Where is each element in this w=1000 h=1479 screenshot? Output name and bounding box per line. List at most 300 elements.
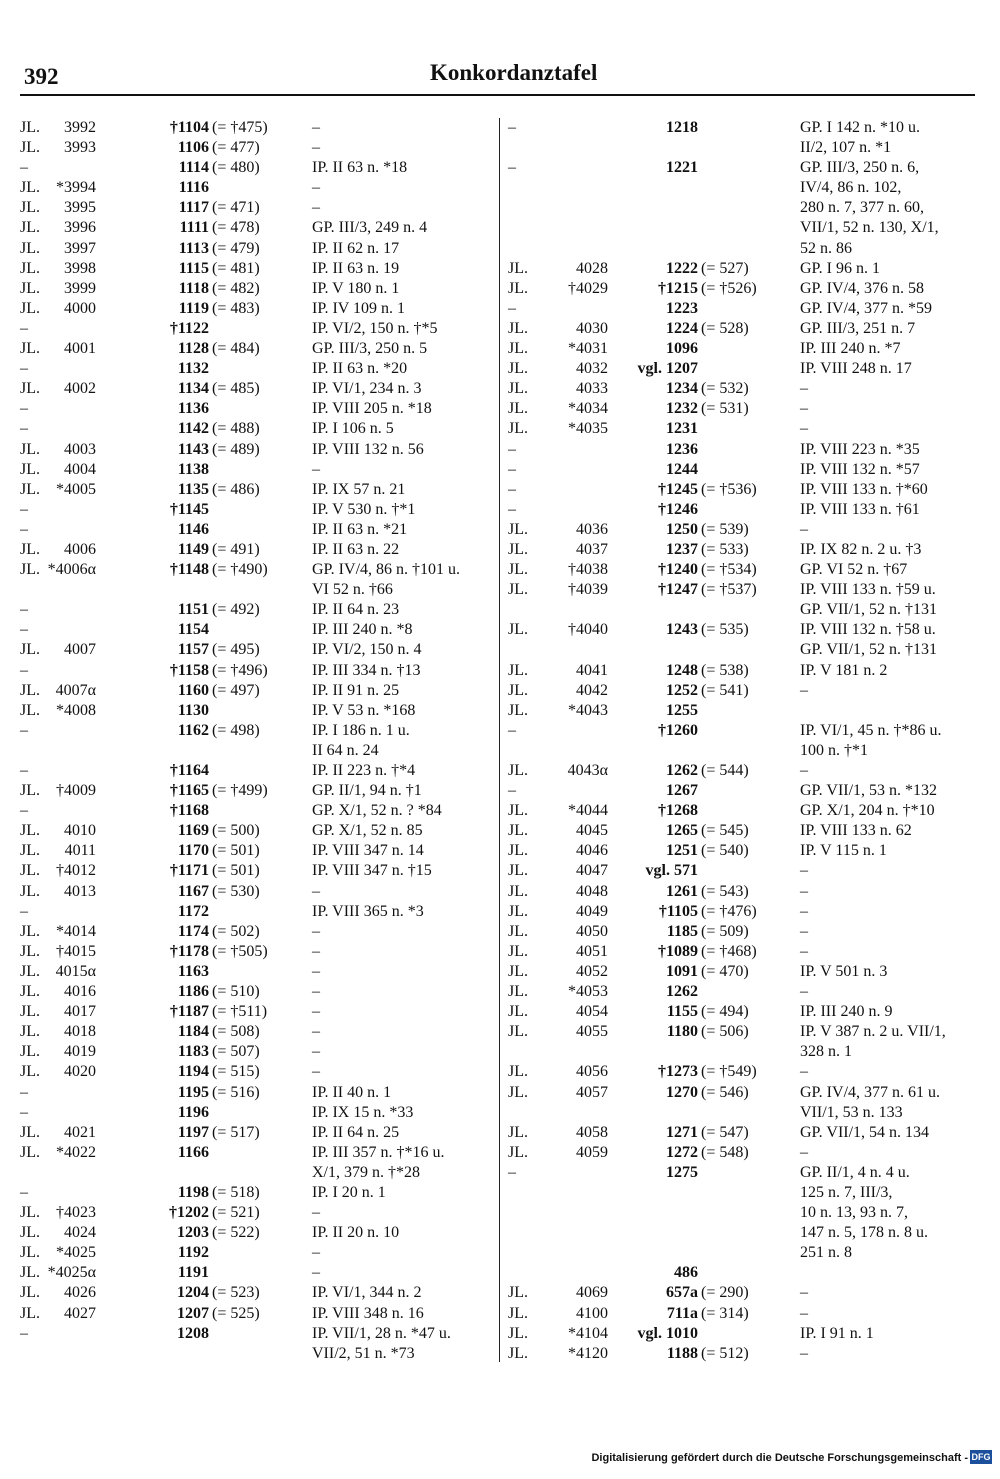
cell-c2: 4003 [64,440,96,458]
cell-c5: – [312,1204,320,1222]
cell-c2: 4024 [64,1224,96,1242]
cell-c1: – [508,119,516,136]
cell-c5: 125 n. 7, III/3, [800,1183,893,1201]
cell-c4: (= 535) [701,621,749,639]
cell-c3: 1251 [666,842,698,860]
cell-c1: JL. [20,460,40,478]
cell-c1: JL. [508,581,528,599]
cell-c3: 1143 [177,440,209,458]
cell-c3: 1138 [177,460,209,478]
cell-c3: 1265 [666,822,698,840]
cell-c5: GP. VII/1, 53 n. *132 [800,782,938,800]
cell-c3: 1272 [666,1143,698,1161]
cell-c4: (= 543) [701,882,749,900]
cell-c1: JL. [20,1063,40,1081]
cell-c1: – [20,1103,28,1121]
cell-c5: II 64 n. 24 [312,741,379,759]
cell-c4: (= 501) [212,862,260,880]
cell-c5: IP. II 63 n. *20 [312,360,408,378]
cell-c5: IP. VIII 133 n. †*60 [800,480,928,498]
table-row [508,138,978,158]
cell-c4: (= 477) [212,139,260,157]
table-row [508,821,978,841]
cell-c5: – [800,1344,808,1362]
table-row [508,1223,978,1243]
cell-c4: (= 528) [701,319,749,337]
cell-c5: 147 n. 5, 178 n. 8 u. [800,1224,928,1242]
cell-c4: (= 541) [701,681,749,699]
cell-c3: 1243 [666,621,698,639]
cell-c1: – [508,460,516,478]
cell-c4: (= †549) [701,1063,757,1081]
cell-c5: GP. X/1, 204 n. †*10 [800,802,935,820]
table-row [508,259,978,279]
cell-c3: 1208 [177,1324,209,1342]
cell-c5: – [800,1284,808,1302]
cell-c1: JL. [508,1143,528,1161]
table-row [508,580,978,600]
table-row [508,239,978,259]
cell-c4: (= †511) [212,1003,268,1021]
cell-c1: JL. [20,1284,40,1302]
cell-c4: (= 533) [701,540,749,558]
cell-c1: JL. [20,983,40,1001]
cell-c4: (= 507) [212,1043,260,1061]
table-row [508,902,978,922]
table-row [508,681,978,701]
cell-c2: 4017 [64,1003,96,1021]
cell-c5: IP. V 501 n. 3 [800,962,888,980]
table-row [508,1324,978,1344]
table-row [20,178,496,198]
cell-c4: (= †499) [212,782,268,800]
table-row [20,821,496,841]
cell-c3: †1215 [658,279,698,297]
cell-c4: (= 509) [701,922,749,940]
table-row [20,861,496,881]
cell-c5: VII/1, 53 n. 133 [800,1103,903,1121]
cell-c2: 4004 [64,460,96,478]
cell-c2: †4040 [568,621,608,639]
cell-c5: IP. II 223 n. †*4 [312,762,416,779]
cell-c3: 1172 [177,902,209,920]
cell-c1: JL. [20,782,40,800]
cell-c4: (= 502) [212,922,260,940]
cell-c3: †1178 [169,942,209,960]
table-row [508,480,978,500]
cell-c5: 251 n. 8 [800,1244,852,1262]
cell-c2: *4044 [568,802,608,820]
cell-c1: – [20,902,28,920]
cell-c1: JL. [508,1324,528,1342]
cell-c2: 4006 [64,540,96,558]
cell-c5: – [312,460,320,478]
cell-c5: IP. III 240 n. *7 [800,340,901,358]
cell-c3: 1262 [666,762,698,779]
cell-c5: IP. VIII 347 n. 14 [312,842,424,860]
table-row [20,882,496,902]
table-row [20,1083,496,1103]
cell-c3: 1130 [177,701,209,719]
cell-c1: – [20,520,28,538]
cell-c3: †1089 [658,942,698,960]
cell-c2: *4120 [568,1344,608,1362]
cell-c4: (= 498) [212,721,260,739]
cell-c5: IP. V 181 n. 2 [800,661,888,679]
cell-c5: IP. IX 57 n. 21 [312,480,406,498]
table-row [20,118,496,138]
table-row [508,1243,978,1263]
cell-c4: (= 470) [701,962,749,980]
cell-c1: – [20,802,28,820]
table-row [20,600,496,620]
cell-c3: 1146 [177,520,209,538]
cell-c5: IP. I 91 n. 1 [800,1324,874,1342]
cell-c5: – [312,1264,320,1282]
cell-c3: 1197 [177,1123,209,1141]
cell-c5: GP. III/3, 251 n. 7 [800,319,916,337]
cell-c3: 1128 [177,340,209,358]
cell-c1: – [508,500,516,518]
table-row [20,1163,496,1183]
cell-c3: 1111 [179,219,209,237]
cell-c2: *4025 [56,1244,96,1262]
cell-c3: 1184 [177,1023,209,1041]
cell-c2: *4053 [568,983,608,1001]
cell-c1: JL. [508,802,528,820]
table-row [20,701,496,721]
cell-c2: 4007 [64,641,96,659]
cell-c5: VI 52 n. †66 [312,581,393,599]
cell-c3: 1096 [666,340,698,358]
cell-c2: 4048 [576,882,608,900]
cell-c3: †1202 [169,1204,209,1222]
table-row [20,460,496,480]
cell-c3: †1268 [658,802,698,820]
cell-c4: (= 489) [212,440,260,458]
table-row [508,500,978,520]
cell-c4: (= 497) [212,681,260,699]
cell-c5: IP. II 40 n. 1 [312,1083,392,1101]
cell-c5: – [800,882,808,900]
table-row [508,319,978,339]
cell-c5: 100 n. †*1 [800,741,868,759]
cell-c3: 1170 [177,842,209,860]
table-row [20,239,496,259]
cell-c3: 1174 [177,922,209,940]
cell-c3: 1113 [178,239,209,257]
cell-c2: 4059 [576,1143,608,1161]
cell-c1: JL. [508,360,528,378]
cell-c4: (= 494) [701,1003,749,1021]
cell-c2: *4022 [56,1143,96,1161]
cell-c5: GP. VII/1, 52 n. †131 [800,601,938,619]
cell-c5: – [800,1063,808,1081]
cell-c1: JL. [20,340,40,358]
table-row [20,540,496,560]
cell-c5: IP. VI/1, 234 n. 3 [312,380,422,398]
cell-c2: 4043α [567,762,608,779]
cell-c3: †1105 [658,902,698,920]
cell-c1: – [20,420,28,438]
cell-c3: †1148 [169,561,209,579]
cell-c4: (= 483) [212,299,260,317]
cell-c3: 1248 [666,661,698,679]
cell-c4: (= 516) [212,1083,260,1101]
cell-c5: – [312,179,320,197]
cell-c5: – [800,1304,808,1322]
cell-c1: JL. [20,299,40,317]
cell-c3: 1207 [177,1304,209,1322]
table-row [508,359,978,379]
cell-c1: – [20,1183,28,1201]
cell-c5: IP. I 106 n. 5 [312,420,394,438]
cell-c2: 4036 [576,520,608,538]
table-row [20,399,496,419]
cell-c4: (= 548) [701,1143,749,1161]
cell-c1: JL. [20,1244,40,1262]
cell-c4: (= †534) [701,561,757,579]
cell-c5: VII/1, 52 n. 130, X/1, [800,219,939,237]
cell-c5: IP. V 53 n. *168 [312,701,416,719]
cell-c3: †1158 [169,661,209,679]
table-row [20,379,496,399]
cell-c4: (= 510) [212,983,260,1001]
cell-c2: †4023 [56,1204,96,1222]
table-row [508,1062,978,1082]
cell-c5: – [800,681,808,699]
table-row [508,1022,978,1042]
cell-c4: (= 525) [212,1304,260,1322]
cell-c5: IP. VIII 132 n. *57 [800,460,920,478]
cell-c4: (= †476) [701,902,757,920]
table-row [508,1283,978,1303]
cell-c1: JL. [20,641,40,659]
cell-c5: GP. IV/4, 376 n. 58 [800,279,925,297]
cell-c2: *4043 [568,701,608,719]
cell-c2: *4104 [568,1324,608,1342]
cell-c1: JL. [20,219,40,237]
cell-c5: GP. VII/1, 54 n. 134 [800,1123,930,1141]
cell-c5: IP. II 63 n. *21 [312,520,408,538]
cell-c2: 4042 [576,681,608,699]
cell-c4: (= 532) [701,380,749,398]
cell-c1: JL. [508,420,528,438]
cell-c5: – [800,380,808,398]
cell-c3: 1166 [177,1143,209,1161]
cell-c3: 1149 [177,540,209,558]
page-header [20,58,975,96]
cell-c3: 1118 [178,279,209,297]
cell-c5: – [312,1003,320,1021]
table-row [508,942,978,962]
cell-c3: 1191 [177,1264,209,1282]
table-row [20,359,496,379]
cell-c5: – [312,139,320,157]
cell-c3: 1167 [177,882,209,900]
cell-c2: 3998 [64,259,96,277]
cell-c1: JL. [508,983,528,1001]
cell-c1: JL. [508,661,528,679]
cell-c3: †1104 [169,119,209,136]
cell-c4: (= 547) [701,1123,749,1141]
cell-c2: *4008 [56,701,96,719]
table-row [20,761,496,781]
cell-c1: JL. [20,380,40,398]
cell-c1: JL. [508,1284,528,1302]
table-row [508,962,978,982]
cell-c5: IP. II 64 n. 23 [312,601,400,619]
table-row [20,480,496,500]
table-row [20,158,496,178]
table-row [508,198,978,218]
cell-c5: 328 n. 1 [800,1043,852,1061]
cell-c4: (= 486) [212,480,260,498]
cell-c5: IP. II 91 n. 25 [312,681,400,699]
dfg-logo: DFG [971,1452,991,1462]
table-row [508,1183,978,1203]
cell-c1: JL. [20,1123,40,1141]
cell-c3: †1240 [658,561,698,579]
cell-c3: 1091 [666,962,698,980]
cell-c1: JL. [20,540,40,558]
cell-c3: 1163 [177,962,209,980]
cell-c1: JL. [508,1304,528,1322]
cell-c1: JL. [20,1003,40,1021]
cell-c5: IP. VIII 248 n. 17 [800,360,912,378]
cell-c3: 1231 [666,420,698,438]
cell-c5: GP. VII/1, 52 n. †131 [800,641,938,659]
cell-c4: (= 531) [701,400,749,418]
cell-c5: – [800,420,808,438]
cell-c4: (= 523) [212,1284,260,1302]
cell-c3: 1262 [666,983,698,1001]
cell-c1: JL. [508,380,528,398]
cell-c1: JL. [20,1224,40,1242]
cell-c3: †1260 [658,721,698,739]
cell-c1: JL. [20,119,40,136]
cell-c5: – [800,862,808,880]
table-row [20,1344,496,1364]
cell-c3: 1183 [177,1043,209,1061]
cell-c3: 1250 [666,520,698,538]
cell-c1: – [20,400,28,418]
cell-c5: IP. V 530 n. †*1 [312,500,416,518]
cell-c1: JL. [508,822,528,840]
table-row [508,460,978,480]
cell-c5: – [800,400,808,418]
table-row [20,1103,496,1123]
cell-c3: 486 [674,1264,698,1282]
table-row [20,1002,496,1022]
cell-c1: JL. [20,862,40,880]
cell-c5: II/2, 107 n. *1 [800,139,892,157]
cell-c5: IP. V 115 n. 1 [800,842,887,860]
table-row [508,741,978,761]
cell-c1: JL. [20,882,40,900]
cell-c3: †1145 [169,500,209,518]
cell-c5: IP. VIII 132 n. 56 [312,440,424,458]
cell-c4: (= 518) [212,1183,260,1201]
table-row [20,962,496,982]
cell-c2: *4014 [56,922,96,940]
cell-c1: JL. [20,1264,40,1282]
cell-c4: (= 539) [701,520,749,538]
cell-c3: 1160 [177,681,209,699]
cell-c4: (= 501) [212,842,260,860]
cell-c3: 1142 [177,420,209,438]
cell-c1: JL. [20,440,40,458]
cell-c3: 1218 [666,119,698,136]
table-row [508,218,978,238]
table-row [20,259,496,279]
cell-c1: – [20,159,28,177]
table-row [20,1263,496,1283]
cell-c3: 1136 [177,400,209,418]
right-column [508,118,978,1364]
cell-c4: (= 517) [212,1123,260,1141]
cell-c3: 1154 [177,621,209,639]
cell-c4: (= 544) [701,762,749,779]
cell-c5: IP. VIII 347 n. †15 [312,862,432,880]
table-row [20,1283,496,1303]
cell-c5: GP. III/3, 250 n. 6, [800,159,920,177]
cell-c3: 1135 [177,480,209,498]
table-row [508,1103,978,1123]
cell-c4: (= †475) [212,119,268,136]
cell-c1: JL. [20,942,40,960]
cell-c5: – [312,962,320,980]
cell-c3: 1162 [177,721,209,739]
table-row [20,942,496,962]
cell-c4: (= 482) [212,279,260,297]
cell-c1: JL. [20,1304,40,1322]
table-row [508,118,978,138]
table-row [508,520,978,540]
cell-c4: (= 471) [212,199,260,217]
table-row [20,1324,496,1344]
cell-c2: *4005 [56,480,96,498]
cell-c4: (= †468) [701,942,757,960]
cell-c5: IP. IV 109 n. 1 [312,299,406,317]
cell-c3: 1204 [177,1284,209,1302]
cell-c3: 1116 [178,179,209,197]
cell-c5: GP. III/3, 250 n. 5 [312,340,428,358]
cell-c3: 1237 [666,540,698,558]
cell-c5: GP. VI 52 n. †67 [800,561,908,579]
table-row [20,781,496,801]
cell-c1: JL. [508,902,528,920]
cell-c3: 1186 [177,983,209,1001]
cell-c2: 3993 [64,139,96,157]
table-row [508,1083,978,1103]
cell-c1: JL. [20,1143,40,1161]
cell-c1: JL. [508,400,528,418]
cell-c2: 4045 [576,822,608,840]
table-row [20,902,496,922]
cell-c3: 1261 [666,882,698,900]
table-row [508,1203,978,1223]
cell-c3: 1271 [666,1123,698,1141]
cell-c2: 4000 [64,299,96,317]
cell-c3: 1275 [666,1163,698,1181]
cell-c2: †4029 [568,279,608,297]
table-row [20,1062,496,1082]
cell-c4: (= 492) [212,601,260,619]
cell-c5: IP. VIII 348 n. 16 [312,1304,424,1322]
table-row [20,1203,496,1223]
cell-c5: IP. I 20 n. 1 [312,1183,386,1201]
